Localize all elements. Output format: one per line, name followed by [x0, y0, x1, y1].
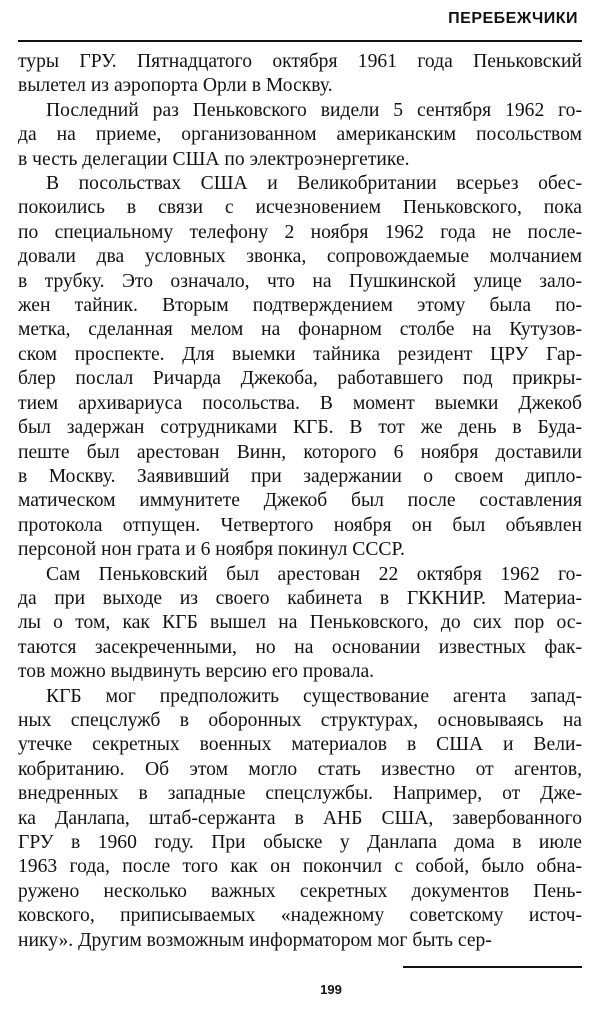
text-line: вылетел из аэропорта Орли в Москву.	[18, 75, 333, 97]
text-line: Последний раз Пеньковского видели 5 сентября 1962 го-	[46, 99, 582, 121]
running-head: ПЕРЕБЕЖЧИКИ	[448, 10, 578, 27]
footer-rule	[403, 966, 582, 968]
paragraph	[18, 50, 582, 99]
text-line: да при выходе из своего кабинета в ГККНИР. Материа-	[18, 587, 582, 609]
text-line: в честь делегации США по электроэнергетике.	[18, 148, 410, 170]
body-text	[18, 50, 582, 953]
text-line: тием архивариуса посольства. В момент выемки Джекоб	[18, 392, 582, 414]
text-line: В посольствах США и Великобритании всерьез обес-	[46, 173, 582, 195]
text-line: был задержан сотрудниками КГБ. В тот же день в Буда-	[18, 417, 582, 439]
text-line: матическом иммунитете Джекоб был после составления	[18, 490, 582, 512]
paragraph	[18, 172, 582, 563]
text-line: ском проспекте. Для выемки тайника резидент ЦРУ Гар-	[18, 343, 582, 365]
text-line: по специальному телефону 2 ноября 1962 года не после-	[18, 221, 582, 243]
text-line: довали два условных звонка, сопровождаемые молчанием	[18, 246, 582, 268]
text-line: в трубку. Это означало, что на Пушкинской улице зало-	[18, 270, 582, 292]
text-line: утечке секретных военных материалов в США и Вели-	[18, 734, 582, 756]
text-line: в Москву. Заявивший при задержании о своем дипло-	[18, 465, 582, 487]
text-line: нику». Другим возможным информатором мог быть сер-	[18, 929, 492, 951]
text-line: персоной нон грата и 6 ноября покинул СССР.	[18, 539, 405, 561]
text-line: внедренных в западные спецслужбы. Например, от Дже-	[18, 783, 582, 805]
text-line: ГРУ в 1960 году. При обыске у Данлапа дома в июле	[18, 832, 582, 853]
text-line: тов можно выдвинуть версию его провала.	[18, 661, 375, 683]
text-line: туры ГРУ. Пятнадцатого октября 1961 года Пеньковский	[18, 51, 582, 72]
paragraph	[18, 563, 582, 685]
text-line: да на приеме, организованном американским посольством	[18, 124, 582, 146]
paragraph	[18, 685, 582, 953]
text-line: метка, сделанная мелом на фонарном столбе на Кутузов-	[18, 319, 582, 341]
text-line: пеште был арестован Винн, которого 6 ноября доставили	[18, 441, 582, 463]
text-line: лы о том, как КГБ вышел на Пеньковского, до сих пор ос-	[18, 612, 582, 634]
text-line: КГБ мог предположить существование агента запад-	[46, 685, 582, 707]
paragraph	[18, 99, 582, 172]
text-line: ружено несколько важных секретных документов Пень-	[18, 880, 582, 902]
text-line: покоились в связи с исчезновением Пеньковского, пока	[18, 197, 582, 219]
page-number: 199	[320, 982, 342, 997]
text-line: блер послал Ричарда Джекоба, работавшего под прикры-	[18, 368, 582, 390]
text-line: кобританию. Об этом могло стать известно от агентов,	[18, 758, 582, 780]
header-rule	[18, 40, 582, 42]
text-line: 1963 года, после того как он покончил с собой, было обна-	[18, 856, 582, 878]
text-line: ных спецслужб в оборонных структурах, основываясь на	[18, 709, 582, 731]
text-line: ковского, приписываемых «надежному советскому источ-	[18, 905, 582, 927]
text-line: ка Данлапа, штаб-сержанта в АНБ США, завербованного	[18, 807, 582, 829]
text-line: Сам Пеньковский был арестован 22 октября 1962 го-	[46, 563, 582, 585]
text-line: протокола отпущен. Четвертого ноября он был объявлен	[18, 514, 582, 536]
text-line: таются засекреченными, но на основании известных фак-	[18, 636, 582, 658]
text-line: жен тайник. Вторым подтверждением этому была по-	[18, 295, 582, 317]
